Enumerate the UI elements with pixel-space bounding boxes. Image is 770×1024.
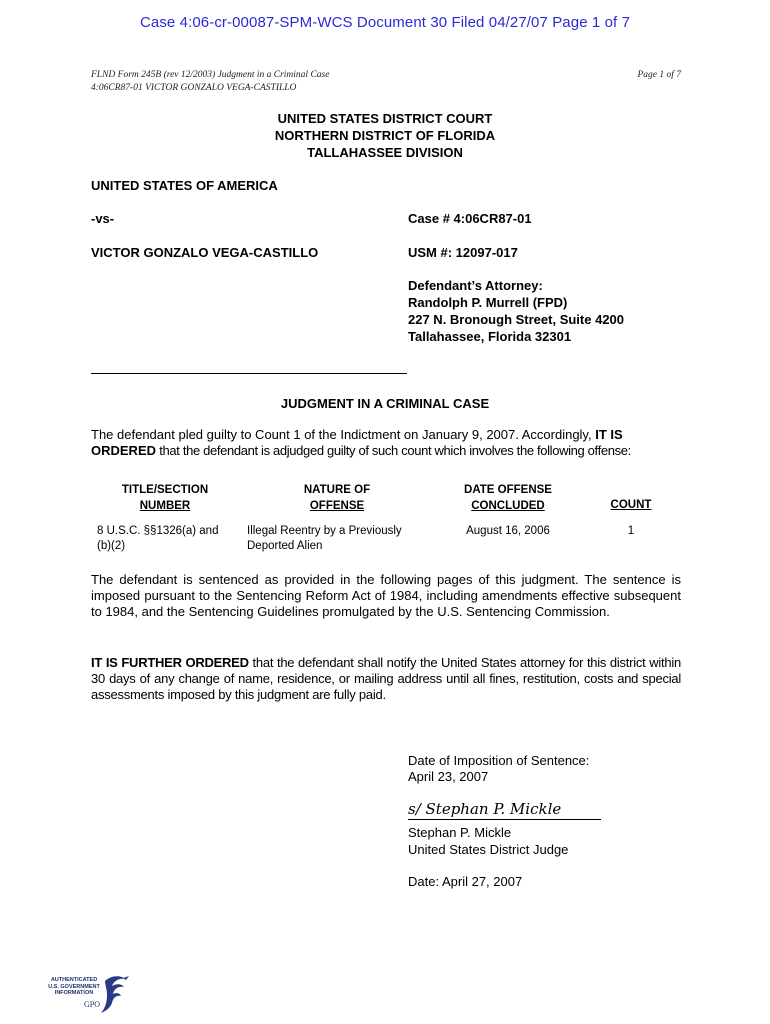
col-header-count-label: COUNT [610,499,652,511]
logo-text-line3: INFORMATION [54,990,94,996]
court-division: TALLAHASSEE DIVISION [307,145,463,160]
case-identifier: 4:06CR87-01 VICTOR GONZALO VEGA-CASTILLO [91,83,297,93]
cell-title-line1: 8 U.S.C. §§1326(a) and [97,525,219,537]
defendant-name: VICTOR GONZALO VEGA-CASTILLO [91,245,319,260]
col-header-nature [272,482,402,514]
cell-title-section [97,524,218,554]
attorney-name: Randolph P. Murrell (FPD) [408,295,568,310]
plea-text-lead: The defendant pled guilty to Count 1 of the Indictment on January 9, 2007. Accordingly, [91,427,596,442]
judge-title: United States District Judge [408,842,569,857]
court-name: UNITED STATES DISTRICT COURT [277,111,493,126]
col-header-count [596,497,666,513]
further-ordered-bold: IT IS FURTHER ORDERED [91,655,249,670]
plea-text-tail: that the defendant is adjudged guilty of such count which involves the following offense: [156,443,631,458]
logo-text-line1: AUTHENTICATED [50,977,98,983]
usm-number: USM #: 12097-017 [408,245,518,260]
logo-gpo-text: GPO [84,1000,101,1009]
cell-title-line2: (b)(2) [97,540,126,552]
eagle-icon [99,973,131,1015]
filing-stamp: Case 4:06-cr-00087-SPM-WCS Document 30 Filed 04/27/07 Page 1 of 7 [139,14,631,31]
imposition-label: Date of Imposition of Sentence: [408,753,590,768]
plaintiff: UNITED STATES OF AMERICA [91,178,278,193]
cell-nature [247,524,402,554]
signed-date: Date: April 27, 2007 [408,874,523,889]
col-header-date [443,482,573,514]
cell-nature-line1: Illegal Reentry by a Previously [247,525,402,537]
col-header-title-top: TITLE/SECTION [121,484,209,496]
versus: -vs- [91,211,115,226]
court-district: NORTHERN DISTRICT OF FLORIDA [274,128,496,143]
attorney-label: Defendant’s Attorney: [408,278,543,293]
col-header-title-section [100,482,230,514]
cell-date: August 16, 2006 [466,525,550,537]
judge-name: Stephan P. Mickle [408,825,512,840]
imposition-date: April 23, 2007 [408,769,489,784]
form-identifier: FLND Form 245B (rev 12/2003) Judgment in a Criminal Case [91,70,330,80]
col-header-title-bottom: NUMBER [139,500,191,512]
sentence-paragraph: The defendant is sentenced as provided in the following pages of this judgment. The sentence is imposed pursuant to the Sentencing Reform Act of 1984, including amendments effective subsequent to 1984, and the Sentencing Guidelines promulgated by the U.S. Sentencing Commission. [91,572,681,619]
col-header-nature-top: NATURE OF [303,484,371,496]
attorney-address-line2: Tallahassee, Florida 32301 [408,329,572,344]
plea-paragraph [91,427,681,459]
case-number: Case # 4:06CR87-01 [408,211,532,226]
col-header-date-bottom: CONCLUDED [471,500,545,512]
col-header-date-top: DATE OFFENSE [464,484,552,496]
signature-line [408,819,601,820]
document-title: JUDGMENT IN A CRIMINAL CASE [280,396,490,411]
logo-text-line2: U.S. GOVERNMENT [48,983,100,990]
plea-order-bold-1: IT IS [595,427,623,442]
judge-signature: s/ Stephan P. Mickle [408,800,562,818]
notification-text: that the defendant shall notify the United States attorney for this district within 30 days of any change of name, residence, or mailing address until all fines, restitution, costs and special assessments imposed by this judgment are fully paid. [91,655,681,702]
cell-count: 1 [627,525,635,537]
gpo-authentication-logo [44,973,134,1015]
page-indicator: Page 1 of 7 [637,70,681,80]
plea-order-bold-2: ORDERED [91,443,157,458]
notification-paragraph [91,655,681,703]
cell-nature-line2: Deported Alien [247,540,323,552]
caption-divider [91,373,407,374]
col-header-nature-bottom: OFFENSE [309,500,365,512]
attorney-address-line1: 227 N. Bronough Street, Suite 4200 [408,312,625,327]
